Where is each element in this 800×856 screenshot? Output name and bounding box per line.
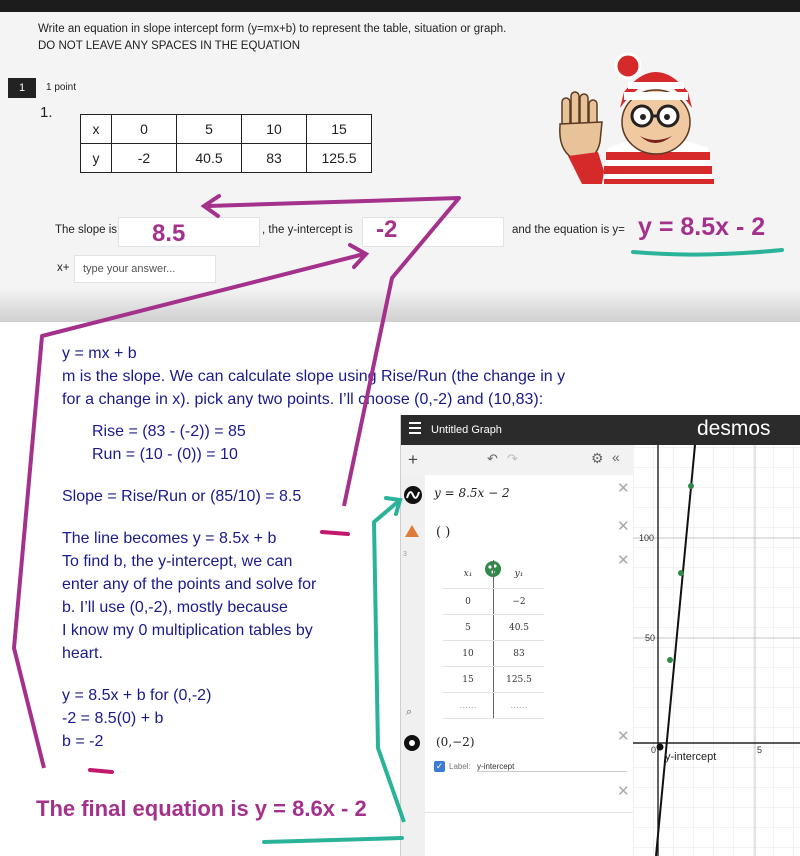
table-cell[interactable]: 0 [443,589,494,615]
handwritten-equation: y = 8.5x - 2 [638,213,766,241]
intercept-label: , the y-intercept is [262,224,353,236]
table-row [443,560,544,589]
explanation-line: The line becomes y = 8.5x + b [62,530,277,547]
table-cell[interactable]: 125.5 [494,667,545,693]
explanation-line: b. I’ll use (0,-2), mostly because [62,599,288,616]
table-header: y₁ [494,560,545,589]
explanation-line: -2 = 8.5(0) + b [62,710,164,727]
table-header: x₁ [443,560,494,589]
desmos-calculator [400,415,800,856]
line-style-icon[interactable] [404,486,422,504]
warning-text: DO NOT LEAVE ANY SPACES IN THE EQUATION [38,40,301,52]
table-cell: 5 [177,115,242,144]
table-row [81,115,372,144]
question-table [80,114,372,173]
explanation-line: Rise = (83 - (-2)) = 85 [92,423,246,440]
expression-gutter [401,725,425,780]
explanation-line: y = mx + b [62,345,137,362]
table-row [443,667,544,693]
expression-gutter [401,780,425,812]
add-icon[interactable]: + [408,450,418,469]
point-label: y-intercept [665,751,717,763]
question-number-badge: 1 [8,78,36,98]
table-cell[interactable]: 83 [494,641,545,667]
table-cell: 10 [242,115,307,144]
explanation-line: Slope = Rise/Run or (85/10) = 8.5 [62,488,302,505]
table-row [81,144,372,173]
question-label: 1. [40,104,53,121]
close-icon[interactable]: ✕ [617,480,630,497]
table-cell: 83 [242,144,307,173]
explanation-line: Run = (10 - (0)) = 10 [92,446,238,463]
slope-label: The slope is [55,224,118,236]
table-cell: 125.5 [307,144,372,173]
label-input[interactable]: y-intercept [477,762,627,772]
undo-icon[interactable]: ↶ [487,451,498,466]
expression-row-line[interactable] [401,475,633,516]
explanation-line: enter any of the points and solve for [62,576,317,593]
y-intercept-point [657,744,664,751]
table-cell[interactable]: 40.5 [494,615,545,641]
x-plus-label: x+ [57,262,70,274]
table-row [443,693,544,719]
handwritten-intercept: -2 [376,216,398,243]
expression-row-new[interactable] [401,780,633,813]
row-number: 3 [403,551,407,558]
expression-row-point[interactable] [401,725,633,781]
explanation-line: I know my 0 multiplication tables by [62,622,313,639]
table-cell[interactable]: ...... [443,693,494,719]
y-tick-label: 50 [645,633,656,643]
desmos-logo: desmos [697,417,771,440]
table-row [443,615,544,641]
table-cell: 0 [112,115,177,144]
expression-text[interactable]: ( ) [436,525,451,540]
table-cell[interactable]: 5 [443,615,494,641]
x-tick-label: 5 [757,745,763,755]
points-label: 1 point [46,82,77,93]
explanation-line: b = -2 [62,733,104,750]
origin-label: 0 [651,745,657,755]
gear-icon[interactable]: ⚙ [591,450,604,466]
expression-row-empty[interactable] [401,515,633,550]
table-point [667,657,673,663]
explanation-line: To find b, the y-intercept, we can [62,553,293,570]
expression-text[interactable]: y = 8.5x − 2 [434,486,510,500]
table-row [443,589,544,615]
warning-icon [405,525,419,537]
table-cell: -2 [112,144,177,173]
expression-toolbar [401,445,633,476]
label-checkbox[interactable]: ✓ [435,761,444,771]
menu-icon[interactable] [409,422,421,434]
graph-title[interactable]: Untitled Graph [431,424,502,436]
zoom-icon[interactable]: ⌕ [406,706,413,718]
table-cell: 15 [307,115,372,144]
desmos-table [443,560,544,719]
close-icon[interactable]: ✕ [617,783,630,800]
table-row [443,641,544,667]
table-point [688,483,694,489]
close-icon[interactable]: ✕ [617,552,630,569]
explanation-line: m is the slope. We can calculate slope using Rise/Run (the change in y [62,368,566,385]
table-cell: 40.5 [177,144,242,173]
graph-paper[interactable] [633,445,800,856]
explanation-line: for a change in x). pick any two points. I’ll choose (0,-2) and (10,83): [62,391,544,408]
redo-icon[interactable]: ↷ [507,451,518,466]
quiz-panel [0,0,800,322]
waldo-illustration [548,52,728,184]
expression-text[interactable]: (0,−2) [436,735,475,749]
expression-gutter [401,812,425,856]
collapse-icon[interactable]: « [612,449,620,465]
close-icon[interactable]: ✕ [617,518,630,535]
close-icon[interactable]: ✕ [617,728,630,745]
table-cell: y [81,144,112,173]
final-equation: The final equation is y = 8.6x - 2 [36,796,367,821]
handwritten-slope: 8.5 [152,220,186,247]
point-style-icon[interactable] [404,735,420,751]
table-point [678,570,684,576]
table-cell[interactable]: 10 [443,641,494,667]
expression-gutter [401,549,425,725]
table-cell: x [81,115,112,144]
table-cell[interactable]: ...... [494,693,545,719]
instructions: Write an equation in slope intercept form (y=mx+b) to represent the table, situation or graph. [38,23,507,35]
slope-input[interactable] [118,217,260,247]
equation-label: and the equation is y= [512,224,625,236]
desmos-topbar [401,415,800,445]
y-tick-label: 100 [639,533,655,543]
table-cell[interactable]: 15 [443,667,494,693]
answer-input[interactable] [74,255,216,283]
explanation-line: y = 8.5x + b for (0,-2) [62,687,212,704]
label-prefix: Label: [449,762,471,771]
answer-placeholder: type your answer... [83,263,176,275]
explanation-line: heart. [62,645,103,662]
table-cell[interactable]: −2 [494,589,545,615]
